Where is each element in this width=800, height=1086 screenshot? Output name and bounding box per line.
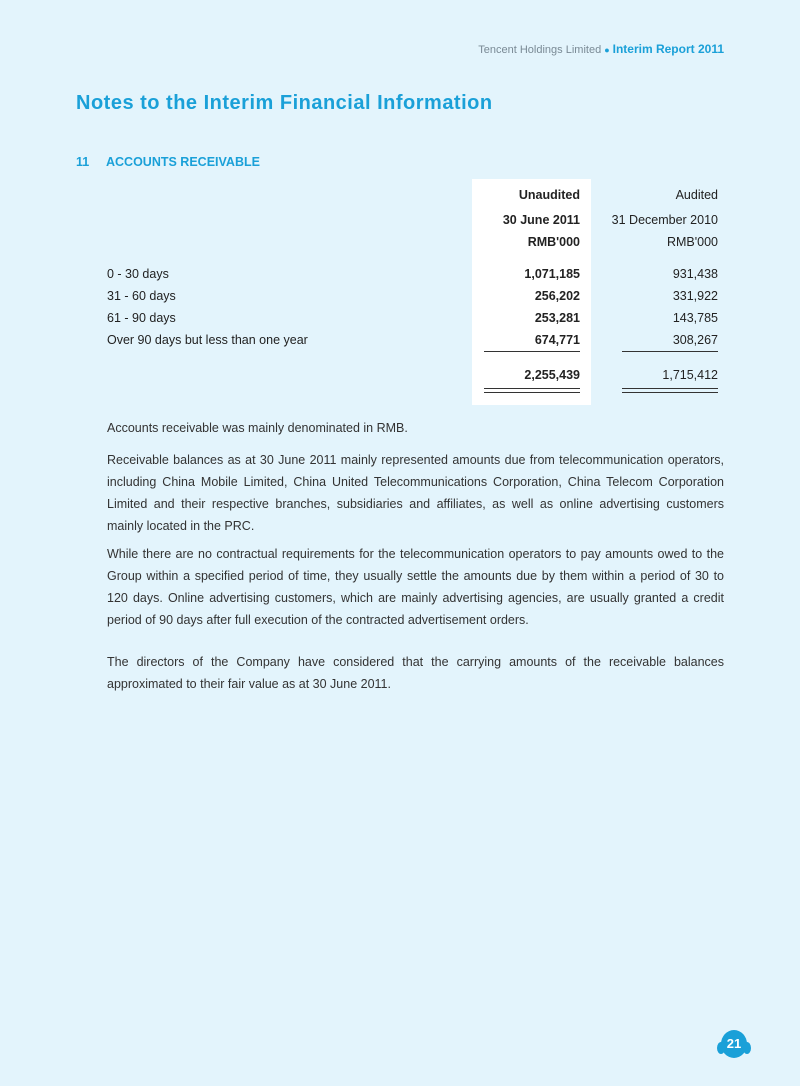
col2-header-date: 31 December 2010	[611, 213, 718, 227]
subtotal-rule	[622, 351, 718, 352]
col2-header-status: Audited	[675, 188, 718, 202]
table-total-2010: 1,715,412	[662, 368, 718, 382]
table-cell-2010: 331,922	[672, 289, 718, 303]
subtotal-rule	[484, 351, 580, 352]
total-rule	[484, 392, 580, 393]
col1-header-status: Unaudited	[518, 188, 580, 202]
total-rule	[622, 388, 718, 389]
table-cell-2010: 931,438	[672, 267, 718, 281]
table-row-label: 31 - 60 days	[107, 289, 176, 303]
table-cell-2010: 143,785	[672, 311, 718, 325]
table-row-label: 0 - 30 days	[107, 267, 169, 281]
table-cell-2011: 674,771	[534, 333, 580, 347]
running-header	[478, 42, 724, 56]
header-report: Interim Report 2011	[612, 42, 724, 56]
col1-header-unit: RMB'000	[527, 235, 580, 249]
paragraph: The directors of the Company have considered that the carrying amounts of the receivable balances approximated to their fair value as at 30 June 2011.	[107, 655, 724, 691]
section-number: 11	[76, 155, 90, 169]
bullet-icon: ●	[604, 45, 610, 55]
total-rule	[622, 392, 718, 393]
table-row-label: 61 - 90 days	[107, 311, 176, 325]
table-cell-2011: 1,071,185	[524, 267, 580, 281]
col1-header-date: 30 June 2011	[502, 213, 580, 227]
col2-header-unit: RMB'000	[666, 235, 718, 249]
paragraph: While there are no contractual requirements for the telecommunication operators to pay amounts owed to the Group within a specified period of time, they usually settle the amounts due by them within a period of 30 to 120 days. Online advertising customers, which are mainly advertising agencies, are usually granted a credit period of 90 days after full execution of the contracted advertisement orders.	[107, 547, 724, 627]
table-cell-2011: 253,281	[534, 311, 580, 325]
paragraph: Accounts receivable was mainly denominated in RMB.	[107, 421, 408, 435]
page-number: 21	[726, 1036, 742, 1051]
table-cell-2010: 308,267	[672, 333, 718, 347]
section-title: ACCOUNTS RECEIVABLE	[106, 155, 260, 169]
total-rule	[484, 388, 580, 389]
table-row-label: Over 90 days but less than one year	[107, 333, 308, 347]
page-title: Notes to the Interim Financial Information	[76, 92, 493, 114]
table-cell-2011: 256,202	[534, 289, 580, 303]
header-company: Tencent Holdings Limited	[478, 44, 602, 56]
section-heading	[76, 155, 260, 169]
paragraph: Receivable balances as at 30 June 2011 mainly represented amounts due from telecommunication operators, including China Mobile Limited, China United Telecommunications Corporation, China Telecom Corporation Limited and their respective branches, subsidiaries and affiliates, as well as online advertising customers mainly located in the PRC.	[107, 453, 724, 533]
table-total-2011: 2,255,439	[524, 368, 580, 382]
